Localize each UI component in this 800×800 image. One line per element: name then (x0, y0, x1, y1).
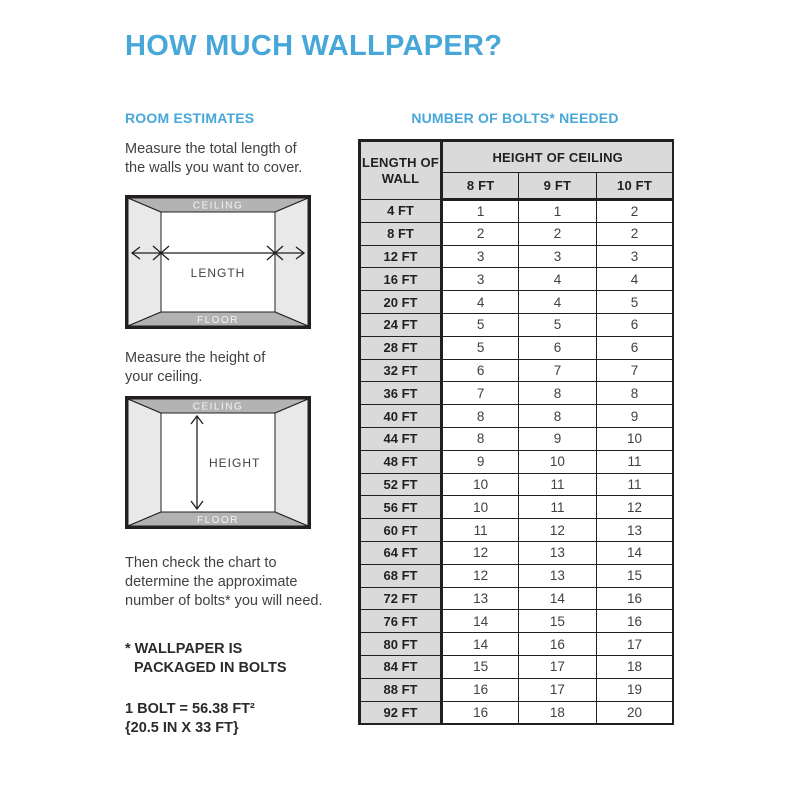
bolts-value-cell: 10 (596, 427, 673, 450)
room-estimates-section (125, 110, 340, 738)
ceiling-label: CEILING (192, 200, 244, 212)
row-header-length: 16 FT (360, 268, 442, 291)
height-of-ceiling-header: HEIGHT OF CEILING (442, 141, 674, 173)
table-row (360, 655, 674, 678)
bolts-value-cell: 3 (596, 245, 673, 268)
row-header-length: 60 FT (360, 519, 442, 542)
row-header-length: 80 FT (360, 633, 442, 656)
bolts-value-cell: 10 (519, 450, 596, 473)
table-row (360, 496, 674, 519)
bolts-value-cell: 5 (519, 313, 596, 336)
bolts-value-cell: 12 (442, 541, 519, 564)
step2-text (125, 349, 340, 387)
step1-line2: the walls you want to cover. (125, 160, 303, 176)
bolts-value-cell: 16 (596, 587, 673, 610)
step3-line2: determine the approximate (125, 574, 298, 590)
bolts-value-cell: 9 (442, 450, 519, 473)
bolts-value-cell: 11 (596, 450, 673, 473)
table-row (360, 633, 674, 656)
bolts-value-cell: 10 (442, 496, 519, 519)
bolts-value-cell: 7 (519, 359, 596, 382)
row-header-length: 32 FT (360, 359, 442, 382)
table-row (360, 450, 674, 473)
bolts-value-cell: 17 (596, 633, 673, 656)
col-header-8ft: 8 FT (442, 173, 519, 200)
table-row (360, 427, 674, 450)
bolts-footnote (125, 640, 340, 678)
table-row (360, 245, 674, 268)
bolts-value-cell: 16 (596, 610, 673, 633)
row-header-length: 56 FT (360, 496, 442, 519)
row-header-length: 28 FT (360, 336, 442, 359)
table-row (360, 519, 674, 542)
bolts-value-cell: 8 (596, 382, 673, 405)
table-row (360, 587, 674, 610)
table-row (360, 291, 674, 314)
table-row (360, 200, 674, 223)
bolts-value-cell: 11 (442, 519, 519, 542)
bolts-value-cell: 6 (596, 336, 673, 359)
step1-text (125, 140, 340, 178)
bolts-value-cell: 8 (442, 405, 519, 428)
ceiling-label: CEILING (192, 401, 244, 413)
bolts-value-cell: 1 (442, 200, 519, 223)
bolts-value-cell: 8 (519, 405, 596, 428)
bolts-value-cell: 14 (442, 633, 519, 656)
bolts-value-cell: 18 (519, 701, 596, 724)
bolts-value-cell: 1 (519, 200, 596, 223)
bolt-spec-line1: 1 BOLT = 56.38 FT² (125, 701, 255, 717)
bolts-value-cell: 12 (519, 519, 596, 542)
length-of-wall-header: LENGTH OF WALL (360, 141, 442, 200)
row-header-length: 40 FT (360, 405, 442, 428)
table-row (360, 473, 674, 496)
row-header-length: 12 FT (360, 245, 442, 268)
row-header-length: 92 FT (360, 701, 442, 724)
left-wall-shape (128, 198, 161, 326)
room-height-diagram (125, 396, 311, 529)
row-header-length: 44 FT (360, 427, 442, 450)
row-header-length: 76 FT (360, 610, 442, 633)
bolts-value-cell: 6 (519, 336, 596, 359)
bolts-value-cell: 20 (596, 701, 673, 724)
bolts-value-cell: 2 (442, 222, 519, 245)
bolts-value-cell: 5 (442, 336, 519, 359)
bolts-value-cell: 3 (442, 268, 519, 291)
table-row (360, 541, 674, 564)
bolts-value-cell: 6 (596, 313, 673, 336)
bolts-value-cell: 2 (596, 222, 673, 245)
bolts-value-cell: 4 (519, 268, 596, 291)
bolts-value-cell: 9 (596, 405, 673, 428)
bolts-value-cell: 15 (596, 564, 673, 587)
bolts-value-cell: 11 (596, 473, 673, 496)
row-header-length: 84 FT (360, 655, 442, 678)
step3-text (125, 554, 340, 611)
bolts-value-cell: 13 (442, 587, 519, 610)
table-row (360, 222, 674, 245)
floor-label: FLOOR (197, 515, 239, 526)
table-row (360, 359, 674, 382)
bolts-value-cell: 4 (519, 291, 596, 314)
row-header-length: 20 FT (360, 291, 442, 314)
bolts-value-cell: 19 (596, 678, 673, 701)
bolts-value-cell: 5 (442, 313, 519, 336)
row-header-length: 4 FT (360, 200, 442, 223)
step1-line1: Measure the total length of (125, 141, 297, 157)
bolts-value-cell: 14 (519, 587, 596, 610)
bolts-value-cell: 4 (596, 268, 673, 291)
bolts-value-cell: 17 (519, 678, 596, 701)
row-header-length: 72 FT (360, 587, 442, 610)
page-title: HOW MUCH WALLPAPER? (125, 30, 503, 62)
col-header-10ft: 10 FT (596, 173, 673, 200)
row-header-length: 8 FT (360, 222, 442, 245)
row-header-length: 64 FT (360, 541, 442, 564)
back-wall-shape (161, 212, 275, 312)
table-row (360, 405, 674, 428)
left-wall-shape (128, 399, 161, 526)
table-row (360, 701, 674, 724)
bolts-value-cell: 14 (596, 541, 673, 564)
bolts-value-cell: 11 (519, 496, 596, 519)
bolts-value-cell: 17 (519, 655, 596, 678)
row-header-length: 24 FT (360, 313, 442, 336)
length-label: LENGTH (190, 266, 246, 280)
col-header-9ft: 9 FT (519, 173, 596, 200)
room-length-diagram (125, 195, 311, 329)
bolts-value-cell: 16 (442, 701, 519, 724)
table-row (360, 313, 674, 336)
bolts-value-cell: 11 (519, 473, 596, 496)
step2-line1: Measure the height of (125, 350, 266, 366)
bolts-value-cell: 13 (519, 541, 596, 564)
bolts-value-cell: 16 (519, 633, 596, 656)
table-row (360, 382, 674, 405)
bolts-value-cell: 12 (442, 564, 519, 587)
bolts-value-cell: 8 (519, 382, 596, 405)
footnote-line2: PACKAGED IN BOLTS (134, 660, 287, 676)
table-row (360, 678, 674, 701)
bolts-value-cell: 15 (519, 610, 596, 633)
step3-line1: Then check the chart to (125, 555, 277, 571)
table-row (360, 268, 674, 291)
bolts-value-cell: 7 (596, 359, 673, 382)
bolts-value-cell: 3 (519, 245, 596, 268)
bolts-value-cell: 13 (519, 564, 596, 587)
step3-line3: number of bolts* you will need. (125, 593, 323, 609)
bolts-value-cell: 16 (442, 678, 519, 701)
row-header-length: 88 FT (360, 678, 442, 701)
bolts-value-cell: 3 (442, 245, 519, 268)
bolts-table-heading: NUMBER OF BOLTS* NEEDED (411, 110, 619, 126)
bolts-value-cell: 13 (596, 519, 673, 542)
right-wall-shape (275, 198, 308, 326)
bolts-value-cell: 12 (596, 496, 673, 519)
bolt-spec-line2: {20.5 IN X 33 FT} (125, 720, 239, 736)
bolts-value-cell: 9 (519, 427, 596, 450)
bolts-value-cell: 15 (442, 655, 519, 678)
floor-label: FLOOR (197, 315, 239, 326)
row-header-length: 68 FT (360, 564, 442, 587)
bolts-value-cell: 4 (442, 291, 519, 314)
bolts-value-cell: 10 (442, 473, 519, 496)
right-wall-shape (275, 399, 308, 526)
table-row (360, 610, 674, 633)
bolts-value-cell: 5 (596, 291, 673, 314)
bolts-value-cell: 7 (442, 382, 519, 405)
height-label: HEIGHT (209, 456, 261, 470)
bolts-value-cell: 14 (442, 610, 519, 633)
row-header-length: 36 FT (360, 382, 442, 405)
step2-line2: your ceiling. (125, 369, 203, 385)
bolts-value-cell: 18 (596, 655, 673, 678)
bolts-value-cell: 8 (442, 427, 519, 450)
row-header-length: 52 FT (360, 473, 442, 496)
bolts-value-cell: 6 (442, 359, 519, 382)
bolts-needed-section (358, 110, 672, 725)
bolts-value-cell: 2 (596, 200, 673, 223)
footnote-line1: * WALLPAPER IS (125, 641, 243, 657)
row-header-length: 48 FT (360, 450, 442, 473)
table-row (360, 336, 674, 359)
bolts-table (358, 139, 674, 725)
room-estimates-heading: ROOM ESTIMATES (125, 110, 255, 126)
bolt-spec (125, 700, 340, 738)
bolts-value-cell: 2 (519, 222, 596, 245)
table-group-header-row (360, 141, 674, 173)
table-row (360, 564, 674, 587)
